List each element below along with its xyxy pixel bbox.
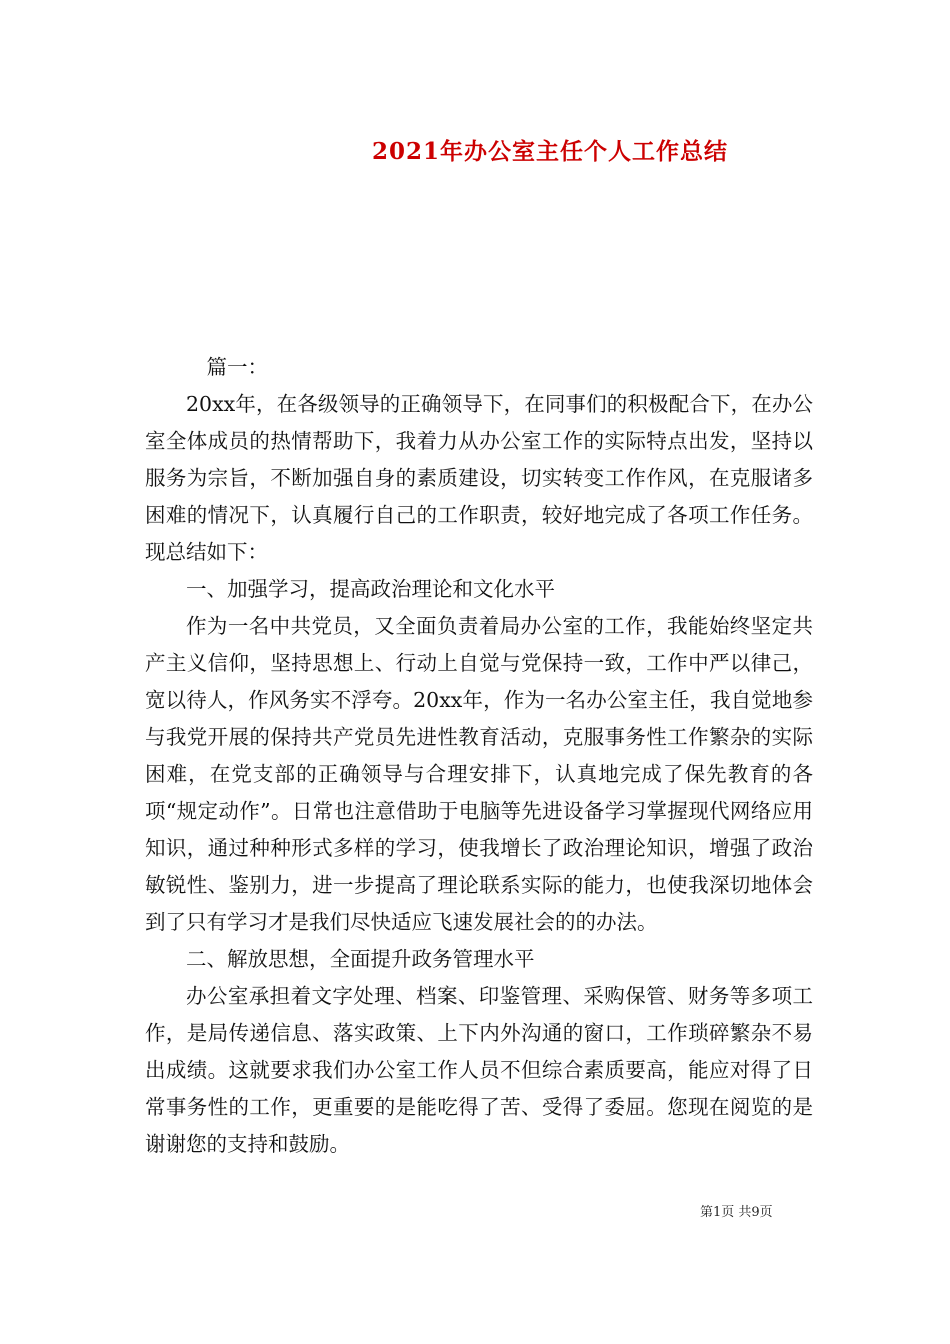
page-number: 第1页 共9页	[700, 1205, 773, 1220]
section-heading-2: 二、解放思想，全面提升政务管理水平	[186, 947, 535, 971]
paragraph-intro: 20xx年，在各级领导的正确领导下，在同事们的积极配合下，在办公室全体成员的热情帮助下，我着力从办公室工作的实际特点出发，坚持以服务为宗旨，不断加强自身的素质建设，切实转变工作作风，在克服诸多困难的情况下，认真履行自己的工作职责，较好地完成了各项工作任务。现总结如下：	[145, 392, 813, 564]
document-body	[145, 349, 813, 1163]
section-label: 篇一：	[206, 355, 268, 379]
paragraph-office: 办公室承担着文字处理、档案、印鉴管理、采购保管、财务等多项工作，是局传递信息、落实政策、上下内外沟通的窗口，工作琐碎繁杂不易出成绩。这就要求我们办公室工作人员不但综合素质要高，能应对得了日常事务性的工作，更重要的是能吃得了苦、受得了委屈。您现在阅览的是谢谢您的支持和鼓励。	[145, 984, 813, 1156]
paragraph-study: 作为一名中共党员，又全面负责着局办公室的工作，我能始终坚定共产主义信仰，坚持思想上、行动上自觉与党保持一致，工作中严以律己，宽以待人，作风务实不浮夸。20xx年，作为一名办公室主任，我自觉地参与我党开展的保持共产党员先进性教育活动，克服事务性工作繁杂的实际困难，在党支部的正确领导与合理安排下，认真地完成了保先教育的各项“规定动作”。日常也注意借助于电脑等先进设备学习掌握现代网络应用知识，通过种种形式多样的学习，使我增长了政治理论知识，增强了政治敏锐性、鉴别力，进一步提高了理论联系实际的能力，也使我深切地体会到了只有学习才是我们尽快适应飞速发展社会的的办法。	[145, 614, 813, 934]
section-heading-1: 一、加强学习，提高政治理论和文化水平	[186, 577, 555, 601]
document-title: 2021年办公室主任个人工作总结	[371, 138, 728, 165]
